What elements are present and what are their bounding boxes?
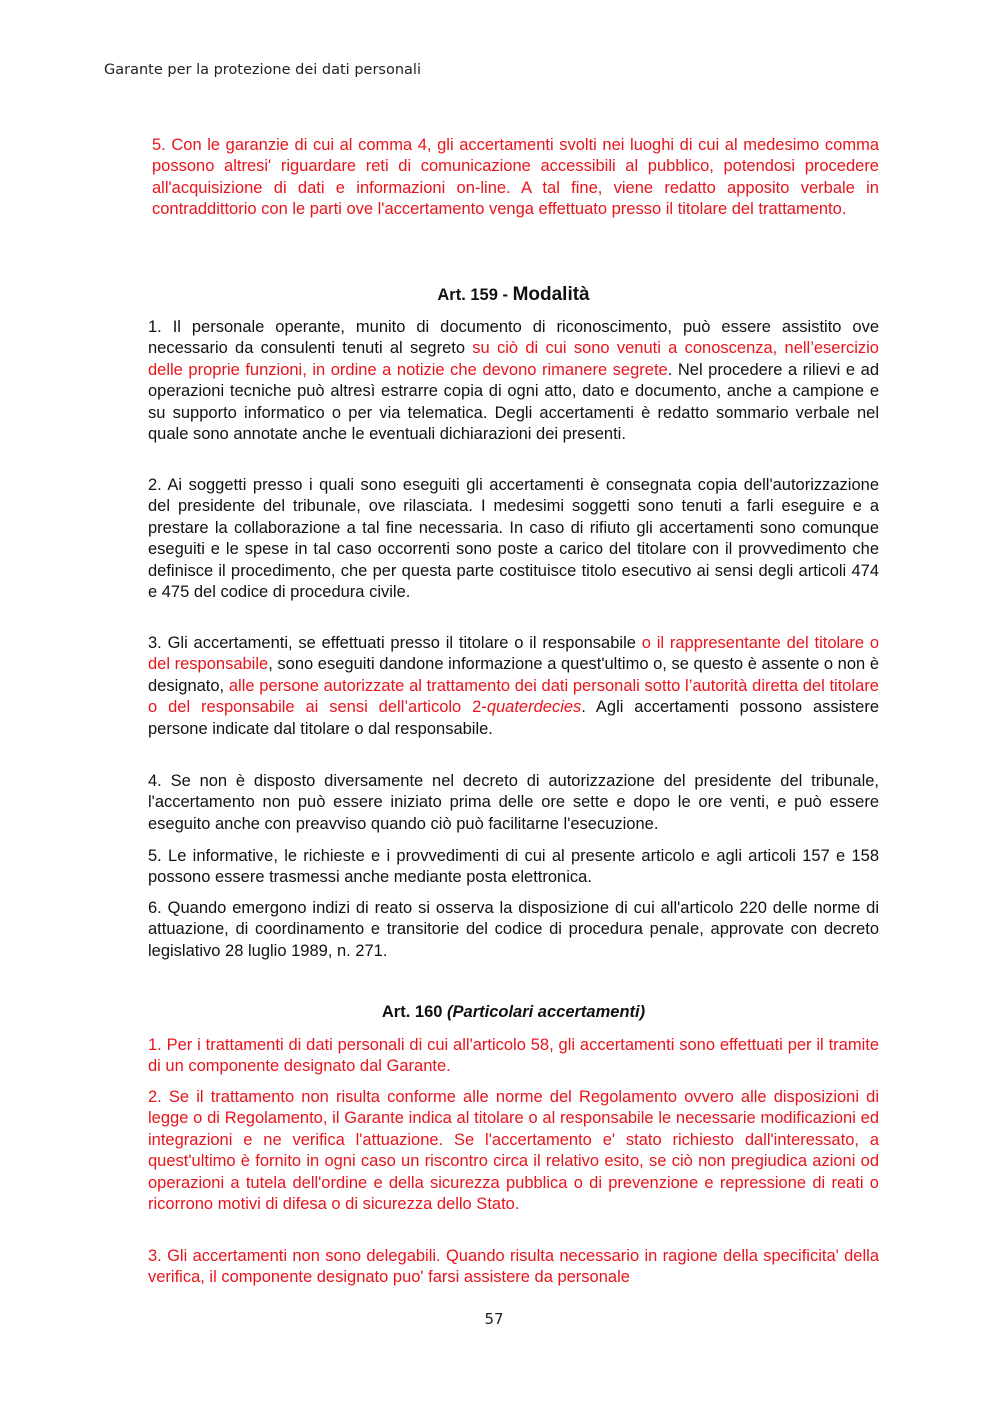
art159-p3-text-f: . Agli accertamenti possono assistere persone indicate dal titolare o dal responsabile. [148, 698, 879, 738]
art159-number: Art. 159 - [437, 286, 508, 304]
art159-p1-text-a: 1. Il personale operante, munito di documento di riconoscimento, può essere assistito ove necessario da consulenti tenuti al segreto [148, 318, 879, 358]
art160-paragraph-1: 1. Per i trattamenti di dati personali di cui all'articolo 58, gli accertamenti sono effettuati per il tramite di un componente designato dal Garante. [148, 1036, 879, 1076]
art159-p3-text-c: , sono eseguiti dandone informazione a quest'ultimo o, se questo è assente o non è designato, [148, 655, 879, 695]
art159-p3-amended-d: alle persone autorizzate al trattamento dei dati personali sotto l’autorità diretta del titolare o del responsabile ai sensi dell’articolo 2- [148, 676, 879, 717]
art159-p1-amended: su ciò di cui sono venuti a conoscenza, nell’esercizio delle proprie funzioni, in ordine a notizie che devono rimanere segrete [148, 339, 879, 379]
art159-heading [148, 284, 879, 306]
art158-paragraph-5: 5. Con le garanzie di cui al comma 4, gli accertamenti svolti nei luoghi di cui al medesimo comma possono altresi' riguardare reti di comunicazione accessibili al pubblico, potendosi procedere all'acquisizione di dati e informazioni on-line. A tal fine, viene redatto apposito verbale in contraddittorio con le parti ove l'accertamento venga effettuato presso il titolare del trattamento. [152, 136, 879, 219]
art160-paragraph-2: 2. Se il trattamento non risulta conforme alle norme del Regolamento ovvero alle disposizioni di legge o di Regolamento, il Garante indica al titolare o al responsabile le necessarie modificazioni ed integrazioni e ne verifica l'attuazione. Se l'accertamento e' stato richiesto dall'interessato, a quest'ultimo è fornito in ogni caso un riscontro circa il relativo esito, se ciò non pregiudica azioni od operazioni a tutela dell'ordine e della sicurezza pubblica o di prevenzione e repressione di reati o ricorrono motivi di difesa o di sicurezza dello Stato. [148, 1088, 879, 1214]
art159-paragraph-1 [148, 317, 879, 445]
art159-p3-text-a: 3. Gli accertamenti, se effettuati presso il titolare o il responsabile [148, 634, 642, 652]
art159-p3-amended-italic: quaterdecies [486, 698, 582, 717]
art160-heading [148, 1003, 879, 1022]
art159-paragraph-5: 5. Le informative, le richieste e i provvedimenti di cui al presente articolo e agli articoli 157 e 158 possono essere trasmessi anche mediante posta elettronica. [148, 847, 879, 887]
art159-paragraph-4: 4. Se non è disposto diversamente nel decreto di autorizzazione del presidente del tribunale, l'accertamento non può essere iniziato prima delle ore sette e dopo le ore venti, e può essere eseguito anche con preavviso quando ciò può facilitarne l'esecuzione. [148, 772, 879, 833]
art159-title: Modalità [512, 284, 590, 305]
art159-paragraph-6: 6. Quando emergono indizi di reato si osserva la disposizione di cui all'articolo 220 delle norme di attuazione, di coordinamento e transitorie del codice di procedura penale, approvate con decreto legislativo 28 luglio 1989, n. 271. [148, 899, 879, 960]
art159-paragraph-2: 2. Ai soggetti presso i quali sono eseguiti gli accertamenti è consegnata copia dell'autorizzazione del presidente del tribunale, ove rilasciata. I medesimi soggetti sono tenuti a farli eseguire e a prestare la collaborazione a tal fine necessaria. In caso di rifiuto gli accertamenti sono comunque eseguiti e le spese in tal caso occorrenti sono poste a carico del titolare con il provvedimento che definisce il procedimento, che per questa parte costituisce titolo esecutivo ai sensi degli articoli 474 e 475 del codice di procedura civile. [148, 476, 879, 602]
art160-title: (Particolari accertamenti) [447, 1003, 646, 1021]
page-number: 57 [484, 1310, 504, 1328]
art160-number: Art. 160 [381, 1003, 443, 1021]
running-header: Garante per la protezione dei dati personali [104, 62, 421, 78]
art159-p1-text-c: . Nel procedere a rilievi e ad operazioni tecniche può altresì estrarre copia di ogni atto, dato e documento, anche a campione e su supporto informatico o per via telematica. Degli accertamenti è redatto sommario verbale nel quale sono annotate anche le eventuali dichiarazioni dei presenti. [148, 360, 879, 444]
art159-p3-amended-b: o il rappresentante del titolare o del responsabile [148, 634, 879, 674]
art159-paragraph-3 [148, 633, 879, 740]
art160-paragraph-3: 3. Gli accertamenti non sono delegabili. Quando risulta necessario in ragione della specificita' della verifica, il componente designato puo' farsi assistere da personale [148, 1247, 879, 1287]
